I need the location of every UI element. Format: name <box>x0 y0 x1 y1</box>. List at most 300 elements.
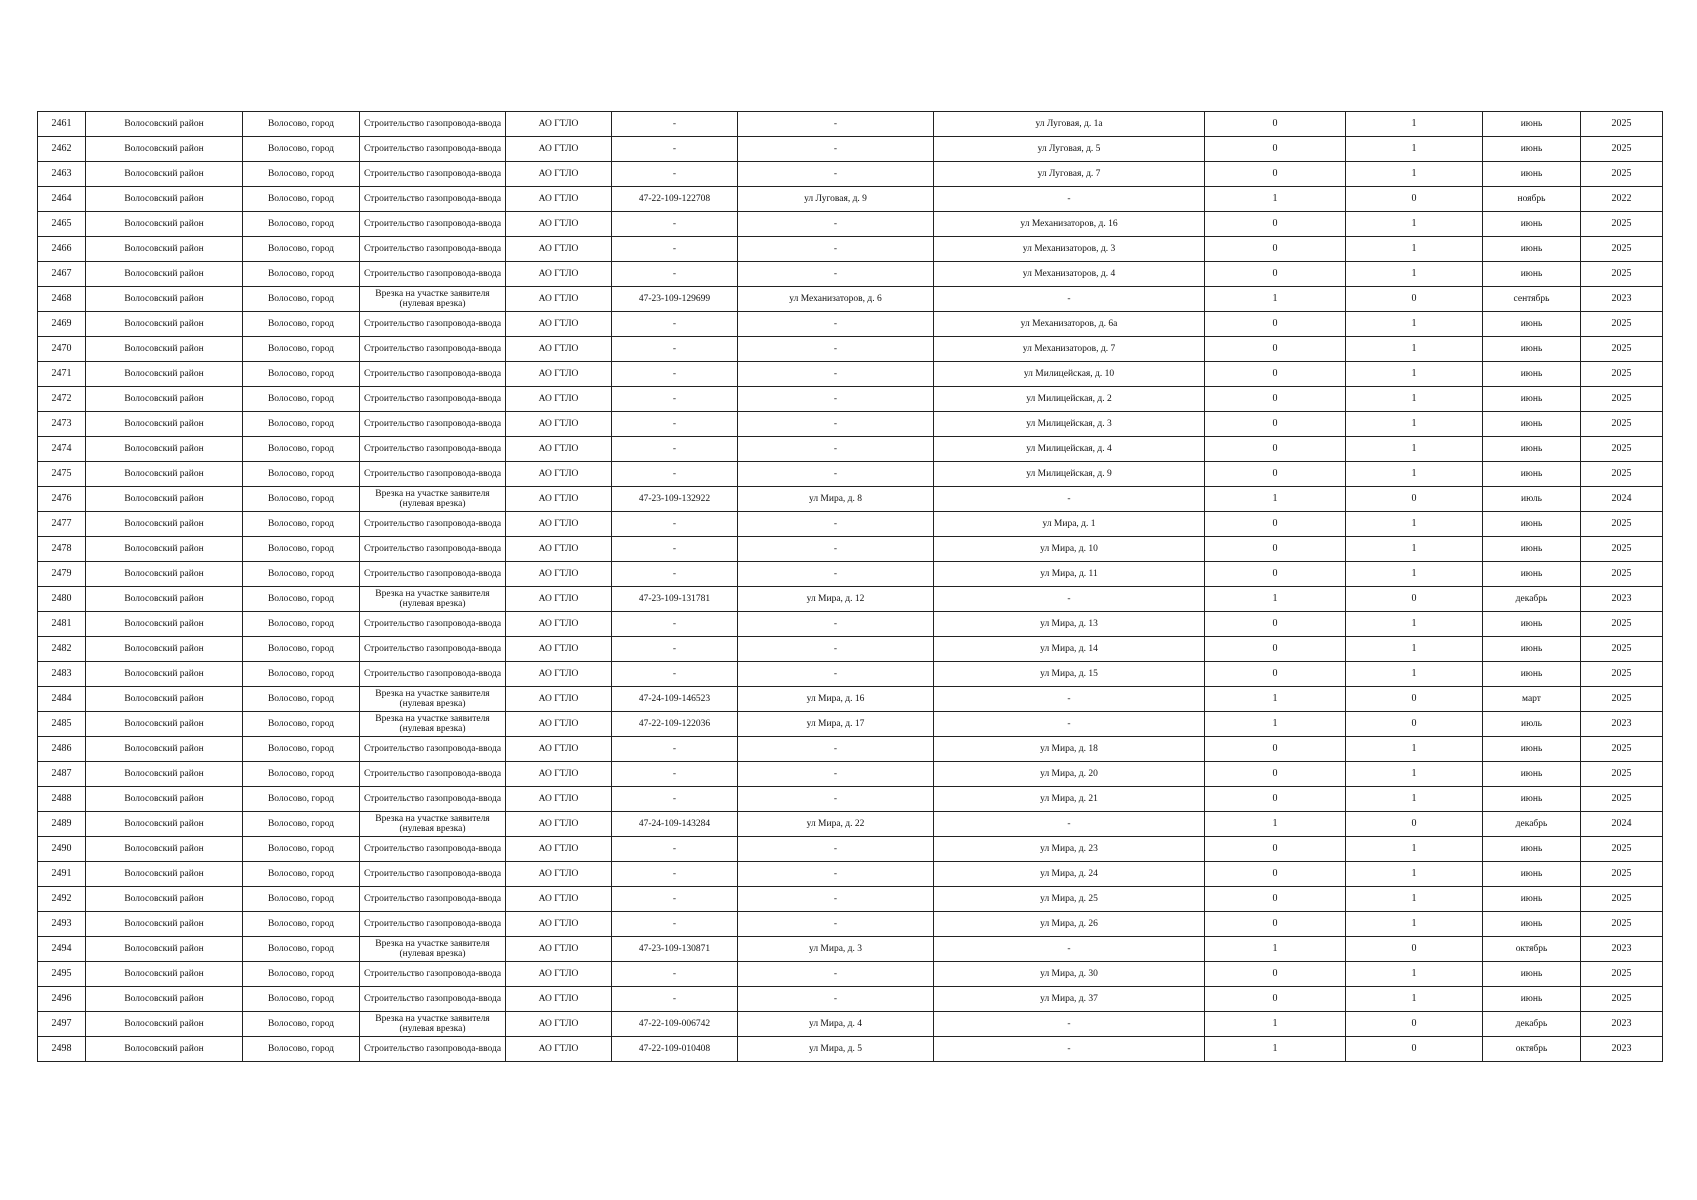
gasification-schedule-table <box>37 111 1663 1062</box>
cell-registration-number: - <box>612 562 738 587</box>
cell-work-type: Строительство газопровода-ввода <box>360 612 506 637</box>
cell-settlement: Волосово, город <box>243 737 360 762</box>
table-row <box>38 287 1663 312</box>
cell-year: 2025 <box>1581 462 1663 487</box>
cell-count-planned: 0 <box>1346 1012 1483 1037</box>
cell-count-done: 0 <box>1205 512 1346 537</box>
cell-district: Волосовский район <box>86 587 243 612</box>
cell-count-done: 0 <box>1205 137 1346 162</box>
cell-registration-number: - <box>612 162 738 187</box>
table-row <box>38 487 1663 512</box>
cell-settlement: Волосово, город <box>243 837 360 862</box>
cell-year: 2025 <box>1581 887 1663 912</box>
cell-district: Волосовский район <box>86 187 243 212</box>
cell-settlement: Волосово, город <box>243 712 360 737</box>
cell-year: 2025 <box>1581 312 1663 337</box>
cell-address-done: - <box>738 637 934 662</box>
cell-count-done: 0 <box>1205 162 1346 187</box>
cell-work-type: Строительство газопровода-ввода <box>360 962 506 987</box>
cell-count-done: 1 <box>1205 937 1346 962</box>
cell-year: 2024 <box>1581 812 1663 837</box>
cell-district: Волосовский район <box>86 737 243 762</box>
table-row <box>38 687 1663 712</box>
cell-year: 2025 <box>1581 862 1663 887</box>
cell-address-done: - <box>738 862 934 887</box>
cell-count-planned: 1 <box>1346 437 1483 462</box>
cell-work-type: Строительство газопровода-ввода <box>360 562 506 587</box>
cell-row-number: 2485 <box>38 712 86 737</box>
cell-address-planned: ул Мира, д. 26 <box>934 912 1205 937</box>
cell-count-planned: 1 <box>1346 962 1483 987</box>
cell-count-planned: 0 <box>1346 487 1483 512</box>
cell-count-done: 0 <box>1205 987 1346 1012</box>
cell-row-number: 2484 <box>38 687 86 712</box>
cell-organization: АО ГТЛО <box>506 412 612 437</box>
cell-address-planned: ул Механизаторов, д. 16 <box>934 212 1205 237</box>
cell-count-done: 1 <box>1205 1037 1346 1062</box>
cell-year: 2025 <box>1581 412 1663 437</box>
cell-address-planned: ул Мира, д. 14 <box>934 637 1205 662</box>
cell-organization: АО ГТЛО <box>506 487 612 512</box>
cell-address-planned: - <box>934 812 1205 837</box>
cell-count-done: 0 <box>1205 112 1346 137</box>
cell-row-number: 2491 <box>38 862 86 887</box>
cell-work-type: Строительство газопровода-ввода <box>360 437 506 462</box>
cell-district: Волосовский район <box>86 537 243 562</box>
cell-row-number: 2492 <box>38 887 86 912</box>
cell-registration-number: - <box>612 537 738 562</box>
cell-month: июнь <box>1483 162 1581 187</box>
cell-count-done: 0 <box>1205 737 1346 762</box>
cell-row-number: 2472 <box>38 387 86 412</box>
cell-address-planned: ул Луговая, д. 7 <box>934 162 1205 187</box>
cell-organization: АО ГТЛО <box>506 537 612 562</box>
cell-settlement: Волосово, город <box>243 437 360 462</box>
cell-year: 2025 <box>1581 437 1663 462</box>
cell-count-planned: 1 <box>1346 762 1483 787</box>
cell-address-done: - <box>738 262 934 287</box>
cell-district: Волосовский район <box>86 837 243 862</box>
cell-year: 2025 <box>1581 912 1663 937</box>
cell-settlement: Волосово, город <box>243 137 360 162</box>
cell-count-done: 0 <box>1205 437 1346 462</box>
table-row <box>38 762 1663 787</box>
cell-year: 2025 <box>1581 537 1663 562</box>
cell-address-planned: - <box>934 487 1205 512</box>
cell-work-type: Строительство газопровода-ввода <box>360 762 506 787</box>
cell-year: 2023 <box>1581 287 1663 312</box>
cell-district: Волосовский район <box>86 412 243 437</box>
cell-row-number: 2467 <box>38 262 86 287</box>
cell-count-planned: 1 <box>1346 737 1483 762</box>
cell-settlement: Волосово, город <box>243 512 360 537</box>
cell-count-planned: 1 <box>1346 787 1483 812</box>
table-row <box>38 312 1663 337</box>
table-row <box>38 462 1663 487</box>
cell-work-type: Врезка на участке заявителя (нулевая врезка) <box>360 1012 506 1037</box>
cell-address-planned: ул Механизаторов, д. 4 <box>934 262 1205 287</box>
cell-district: Волосовский район <box>86 212 243 237</box>
cell-organization: АО ГТЛО <box>506 1037 612 1062</box>
cell-address-done: - <box>738 312 934 337</box>
cell-address-planned: ул Механизаторов, д. 7 <box>934 337 1205 362</box>
cell-month: июнь <box>1483 862 1581 887</box>
cell-month: июнь <box>1483 512 1581 537</box>
cell-settlement: Волосово, город <box>243 537 360 562</box>
cell-work-type: Строительство газопровода-ввода <box>360 837 506 862</box>
cell-row-number: 2462 <box>38 137 86 162</box>
cell-count-planned: 1 <box>1346 637 1483 662</box>
cell-settlement: Волосово, город <box>243 612 360 637</box>
table-row <box>38 187 1663 212</box>
cell-count-done: 0 <box>1205 637 1346 662</box>
cell-work-type: Строительство газопровода-ввода <box>360 137 506 162</box>
cell-settlement: Волосово, город <box>243 937 360 962</box>
cell-organization: АО ГТЛО <box>506 112 612 137</box>
cell-address-planned: ул Луговая, д. 5 <box>934 137 1205 162</box>
table-row <box>38 637 1663 662</box>
cell-address-planned: - <box>934 937 1205 962</box>
cell-organization: АО ГТЛО <box>506 662 612 687</box>
cell-month: октябрь <box>1483 937 1581 962</box>
cell-district: Волосовский район <box>86 962 243 987</box>
cell-registration-number: - <box>612 112 738 137</box>
cell-address-done: - <box>738 987 934 1012</box>
table-row <box>38 887 1663 912</box>
cell-count-planned: 1 <box>1346 537 1483 562</box>
cell-year: 2025 <box>1581 987 1663 1012</box>
cell-row-number: 2497 <box>38 1012 86 1037</box>
cell-row-number: 2475 <box>38 462 86 487</box>
cell-month: июнь <box>1483 737 1581 762</box>
cell-work-type: Врезка на участке заявителя (нулевая врезка) <box>360 587 506 612</box>
cell-settlement: Волосово, город <box>243 337 360 362</box>
cell-address-planned: - <box>934 587 1205 612</box>
cell-month: июнь <box>1483 637 1581 662</box>
cell-year: 2025 <box>1581 162 1663 187</box>
cell-count-done: 0 <box>1205 537 1346 562</box>
cell-count-done: 1 <box>1205 587 1346 612</box>
cell-work-type: Строительство газопровода-ввода <box>360 262 506 287</box>
cell-work-type: Строительство газопровода-ввода <box>360 887 506 912</box>
table-row <box>38 937 1663 962</box>
cell-count-planned: 1 <box>1346 112 1483 137</box>
cell-work-type: Строительство газопровода-ввода <box>360 737 506 762</box>
cell-address-done: - <box>738 412 934 437</box>
cell-address-planned: ул Мира, д. 15 <box>934 662 1205 687</box>
cell-count-done: 1 <box>1205 187 1346 212</box>
table-row <box>38 337 1663 362</box>
cell-district: Волосовский район <box>86 787 243 812</box>
cell-year: 2025 <box>1581 212 1663 237</box>
cell-settlement: Волосово, город <box>243 112 360 137</box>
cell-settlement: Волосово, город <box>243 212 360 237</box>
cell-address-planned: - <box>934 187 1205 212</box>
cell-address-done: ул Мира, д. 5 <box>738 1037 934 1062</box>
cell-count-done: 1 <box>1205 712 1346 737</box>
cell-count-done: 0 <box>1205 887 1346 912</box>
cell-row-number: 2480 <box>38 587 86 612</box>
cell-address-planned: ул Мира, д. 1 <box>934 512 1205 537</box>
cell-address-done: - <box>738 387 934 412</box>
cell-address-done: - <box>738 912 934 937</box>
cell-count-done: 0 <box>1205 262 1346 287</box>
cell-address-planned: - <box>934 287 1205 312</box>
cell-row-number: 2461 <box>38 112 86 137</box>
cell-count-planned: 0 <box>1346 712 1483 737</box>
cell-organization: АО ГТЛО <box>506 462 612 487</box>
cell-district: Волосовский район <box>86 562 243 587</box>
table-row <box>38 537 1663 562</box>
cell-registration-number: 47-23-109-130871 <box>612 937 738 962</box>
cell-month: июнь <box>1483 212 1581 237</box>
table-row <box>38 1012 1663 1037</box>
cell-organization: АО ГТЛО <box>506 137 612 162</box>
cell-address-planned: ул Мира, д. 13 <box>934 612 1205 637</box>
cell-organization: АО ГТЛО <box>506 162 612 187</box>
cell-count-planned: 1 <box>1346 837 1483 862</box>
cell-district: Волосовский район <box>86 387 243 412</box>
cell-registration-number: - <box>612 612 738 637</box>
cell-settlement: Волосово, город <box>243 162 360 187</box>
table-row <box>38 787 1663 812</box>
cell-organization: АО ГТЛО <box>506 737 612 762</box>
cell-year: 2023 <box>1581 712 1663 737</box>
cell-count-planned: 1 <box>1346 887 1483 912</box>
cell-row-number: 2466 <box>38 237 86 262</box>
cell-organization: АО ГТЛО <box>506 837 612 862</box>
cell-year: 2025 <box>1581 387 1663 412</box>
table-row <box>38 237 1663 262</box>
cell-organization: АО ГТЛО <box>506 312 612 337</box>
cell-district: Волосовский район <box>86 512 243 537</box>
cell-district: Волосовский район <box>86 887 243 912</box>
cell-district: Волосовский район <box>86 337 243 362</box>
cell-count-planned: 1 <box>1346 987 1483 1012</box>
cell-registration-number: - <box>612 212 738 237</box>
cell-registration-number: - <box>612 987 738 1012</box>
cell-month: июнь <box>1483 612 1581 637</box>
cell-row-number: 2470 <box>38 337 86 362</box>
cell-district: Волосовский район <box>86 462 243 487</box>
cell-registration-number: - <box>612 787 738 812</box>
cell-organization: АО ГТЛО <box>506 787 612 812</box>
cell-registration-number: - <box>612 412 738 437</box>
cell-year: 2025 <box>1581 512 1663 537</box>
cell-settlement: Волосово, город <box>243 662 360 687</box>
cell-work-type: Строительство газопровода-ввода <box>360 237 506 262</box>
cell-work-type: Строительство газопровода-ввода <box>360 537 506 562</box>
cell-address-planned: ул Мира, д. 25 <box>934 887 1205 912</box>
cell-organization: АО ГТЛО <box>506 187 612 212</box>
cell-year: 2025 <box>1581 237 1663 262</box>
cell-registration-number: - <box>612 462 738 487</box>
cell-year: 2025 <box>1581 112 1663 137</box>
cell-count-planned: 1 <box>1346 612 1483 637</box>
cell-year: 2025 <box>1581 737 1663 762</box>
cell-registration-number: - <box>612 887 738 912</box>
cell-settlement: Волосово, город <box>243 287 360 312</box>
cell-count-planned: 0 <box>1346 587 1483 612</box>
cell-district: Волосовский район <box>86 1012 243 1037</box>
cell-year: 2025 <box>1581 262 1663 287</box>
cell-address-planned: ул Мира, д. 37 <box>934 987 1205 1012</box>
cell-organization: АО ГТЛО <box>506 912 612 937</box>
table-row <box>38 812 1663 837</box>
cell-count-planned: 1 <box>1346 237 1483 262</box>
cell-count-planned: 0 <box>1346 937 1483 962</box>
cell-address-done: - <box>738 662 934 687</box>
cell-organization: АО ГТЛО <box>506 712 612 737</box>
cell-count-planned: 1 <box>1346 137 1483 162</box>
cell-organization: АО ГТЛО <box>506 562 612 587</box>
cell-work-type: Строительство газопровода-ввода <box>360 212 506 237</box>
cell-month: июнь <box>1483 412 1581 437</box>
cell-month: июнь <box>1483 312 1581 337</box>
cell-address-done: - <box>738 462 934 487</box>
cell-registration-number: - <box>612 512 738 537</box>
cell-address-done: - <box>738 887 934 912</box>
cell-address-planned: ул Милицейская, д. 10 <box>934 362 1205 387</box>
cell-organization: АО ГТЛО <box>506 612 612 637</box>
cell-work-type: Врезка на участке заявителя (нулевая врезка) <box>360 712 506 737</box>
cell-month: июнь <box>1483 787 1581 812</box>
cell-month: июнь <box>1483 662 1581 687</box>
cell-row-number: 2468 <box>38 287 86 312</box>
cell-row-number: 2463 <box>38 162 86 187</box>
cell-count-planned: 1 <box>1346 362 1483 387</box>
cell-month: июнь <box>1483 337 1581 362</box>
cell-registration-number: 47-22-109-010408 <box>612 1037 738 1062</box>
cell-organization: АО ГТЛО <box>506 987 612 1012</box>
cell-count-done: 0 <box>1205 962 1346 987</box>
cell-settlement: Волосово, город <box>243 812 360 837</box>
table-row <box>38 137 1663 162</box>
cell-year: 2023 <box>1581 937 1663 962</box>
cell-year: 2025 <box>1581 337 1663 362</box>
cell-row-number: 2482 <box>38 637 86 662</box>
cell-year: 2025 <box>1581 362 1663 387</box>
cell-settlement: Волосово, город <box>243 187 360 212</box>
cell-month: июнь <box>1483 362 1581 387</box>
cell-row-number: 2469 <box>38 312 86 337</box>
cell-row-number: 2477 <box>38 512 86 537</box>
cell-count-planned: 1 <box>1346 387 1483 412</box>
cell-row-number: 2471 <box>38 362 86 387</box>
cell-count-done: 0 <box>1205 462 1346 487</box>
cell-organization: АО ГТЛО <box>506 687 612 712</box>
cell-district: Волосовский район <box>86 662 243 687</box>
cell-address-planned: ул Мира, д. 11 <box>934 562 1205 587</box>
table-row <box>38 212 1663 237</box>
cell-work-type: Строительство газопровода-ввода <box>360 187 506 212</box>
cell-district: Волосовский район <box>86 1037 243 1062</box>
cell-address-done: ул Луговая, д. 9 <box>738 187 934 212</box>
cell-settlement: Волосово, город <box>243 412 360 437</box>
cell-month: сентябрь <box>1483 287 1581 312</box>
cell-address-done: - <box>738 237 934 262</box>
cell-count-done: 1 <box>1205 1012 1346 1037</box>
cell-address-done: - <box>738 337 934 362</box>
cell-address-done: - <box>738 362 934 387</box>
cell-count-planned: 1 <box>1346 512 1483 537</box>
cell-count-planned: 1 <box>1346 262 1483 287</box>
cell-count-planned: 0 <box>1346 187 1483 212</box>
cell-row-number: 2481 <box>38 612 86 637</box>
cell-address-planned: ул Мира, д. 24 <box>934 862 1205 887</box>
cell-district: Волосовский район <box>86 487 243 512</box>
cell-month: декабрь <box>1483 587 1581 612</box>
cell-organization: АО ГТЛО <box>506 512 612 537</box>
cell-registration-number: - <box>612 387 738 412</box>
cell-address-done: ул Мира, д. 3 <box>738 937 934 962</box>
cell-registration-number: - <box>612 137 738 162</box>
cell-organization: АО ГТЛО <box>506 362 612 387</box>
cell-address-planned: ул Луговая, д. 1а <box>934 112 1205 137</box>
cell-month: июнь <box>1483 137 1581 162</box>
cell-district: Волосовский район <box>86 987 243 1012</box>
cell-settlement: Волосово, город <box>243 237 360 262</box>
cell-organization: АО ГТЛО <box>506 812 612 837</box>
cell-district: Волосовский район <box>86 287 243 312</box>
cell-address-done: - <box>738 512 934 537</box>
cell-work-type: Строительство газопровода-ввода <box>360 662 506 687</box>
cell-month: июнь <box>1483 912 1581 937</box>
cell-address-planned: - <box>934 687 1205 712</box>
cell-count-planned: 0 <box>1346 812 1483 837</box>
cell-row-number: 2476 <box>38 487 86 512</box>
cell-settlement: Волосово, город <box>243 387 360 412</box>
cell-address-planned: ул Механизаторов, д. 6а <box>934 312 1205 337</box>
cell-organization: АО ГТЛО <box>506 937 612 962</box>
cell-work-type: Строительство газопровода-ввода <box>360 637 506 662</box>
cell-registration-number: 47-23-109-131781 <box>612 587 738 612</box>
cell-month: июнь <box>1483 987 1581 1012</box>
cell-work-type: Врезка на участке заявителя (нулевая врезка) <box>360 687 506 712</box>
cell-row-number: 2490 <box>38 837 86 862</box>
cell-address-done: - <box>738 787 934 812</box>
cell-settlement: Волосово, город <box>243 887 360 912</box>
cell-district: Волосовский район <box>86 712 243 737</box>
cell-count-planned: 0 <box>1346 1037 1483 1062</box>
cell-organization: АО ГТЛО <box>506 262 612 287</box>
cell-settlement: Волосово, город <box>243 787 360 812</box>
cell-address-done: ул Мира, д. 12 <box>738 587 934 612</box>
cell-settlement: Волосово, город <box>243 637 360 662</box>
cell-count-done: 0 <box>1205 862 1346 887</box>
cell-month: июнь <box>1483 837 1581 862</box>
cell-count-done: 0 <box>1205 912 1346 937</box>
cell-year: 2025 <box>1581 762 1663 787</box>
cell-address-planned: ул Мира, д. 23 <box>934 837 1205 862</box>
table-row <box>38 837 1663 862</box>
cell-settlement: Волосово, город <box>243 1037 360 1062</box>
table-row <box>38 112 1663 137</box>
cell-year: 2025 <box>1581 637 1663 662</box>
cell-month: декабрь <box>1483 1012 1581 1037</box>
cell-address-planned: ул Мира, д. 10 <box>934 537 1205 562</box>
cell-work-type: Строительство газопровода-ввода <box>360 1037 506 1062</box>
cell-district: Волосовский район <box>86 912 243 937</box>
cell-count-planned: 1 <box>1346 412 1483 437</box>
cell-month: июнь <box>1483 962 1581 987</box>
cell-year: 2023 <box>1581 1037 1663 1062</box>
cell-work-type: Строительство газопровода-ввода <box>360 462 506 487</box>
cell-count-planned: 0 <box>1346 687 1483 712</box>
cell-row-number: 2487 <box>38 762 86 787</box>
cell-district: Волосовский район <box>86 112 243 137</box>
cell-count-done: 1 <box>1205 487 1346 512</box>
